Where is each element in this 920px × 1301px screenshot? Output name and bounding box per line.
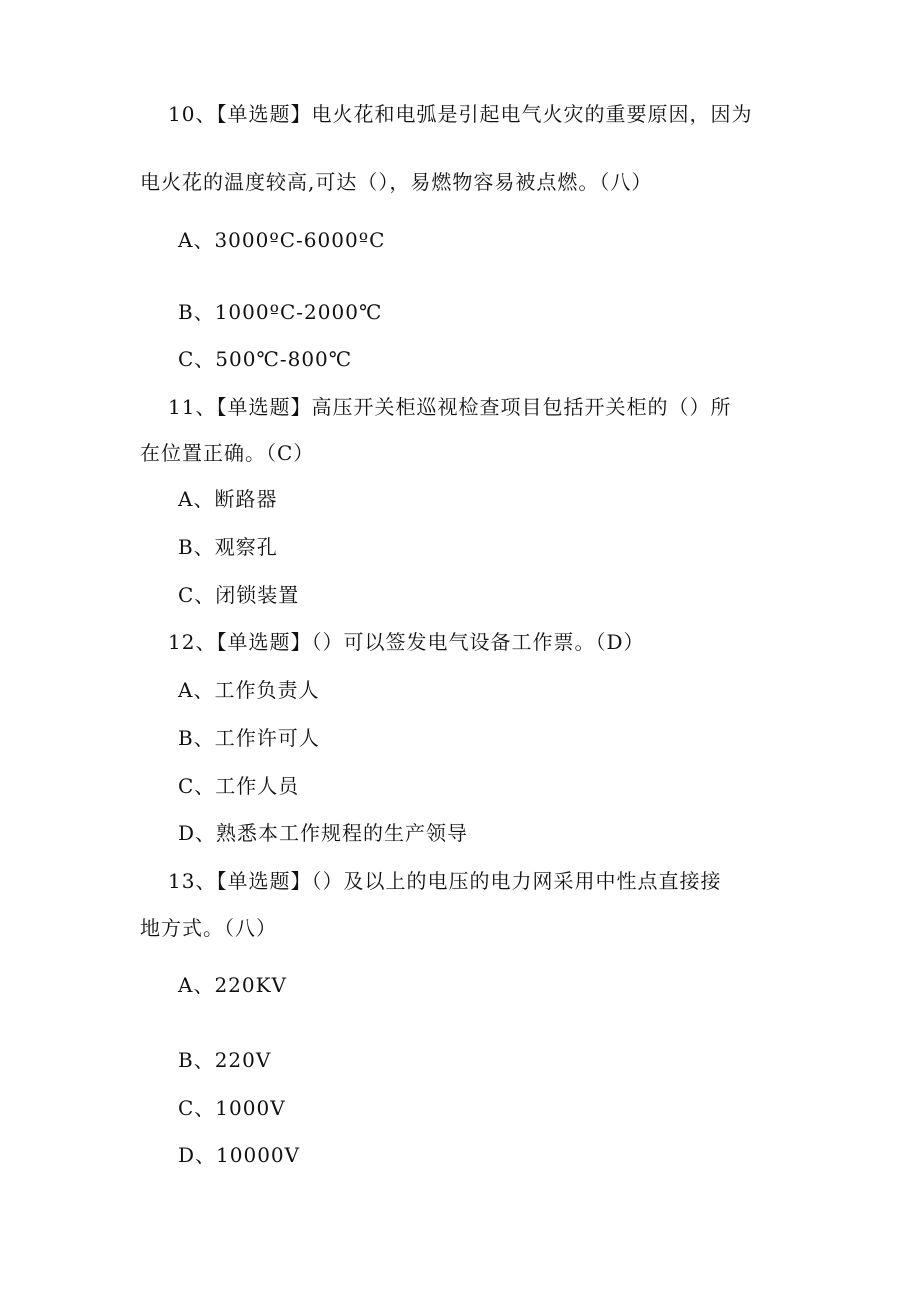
question-13-text: 13、【单选题】（）及以上的电压的电力网采用中性点直接接 [168,869,722,893]
question-10-text-continued: 电火花的温度较高,可达（），易燃物容易被点燃。（八） [140,170,653,194]
question-13-option-d: D、10000V [178,1143,301,1167]
question-10-option-c: C、500℃-800℃ [178,347,353,371]
question-13-text-continued: 地方式。（八） [140,916,277,940]
question-13-option-c: C、1000V [178,1096,286,1120]
question-12-text: 12、【单选题】（）可以签发电气设备工作票。（D） [168,630,645,654]
question-12-option-d: D、熟悉本工作规程的生产领导 [178,821,469,845]
question-12-option-b: B、工作许可人 [178,726,320,750]
question-10-text: 10、【单选题】电火花和电弧是引起电气火灾的重要原因，因为 [168,102,753,126]
question-11-option-b: B、观察孔 [178,535,278,559]
question-11-option-c: C、闭锁装置 [178,583,300,607]
question-11-option-a: A、断路器 [178,487,278,511]
question-12-option-c: C、工作人员 [178,774,300,798]
question-13-option-a: A、220KV [178,973,288,997]
question-10-option-a: A、3000ºC-6000ºC [178,228,386,252]
question-12-option-a: A、工作负责人 [178,678,320,702]
question-10-option-b: B、1000ºC-2000℃ [178,300,383,324]
question-11-text: 11、【单选题】高压开关柜巡视检查项目包括开关柜的（）所 [168,395,732,419]
question-13-option-b: B、220V [178,1048,272,1072]
question-11-text-continued: 在位置正确。（C） [140,441,315,465]
